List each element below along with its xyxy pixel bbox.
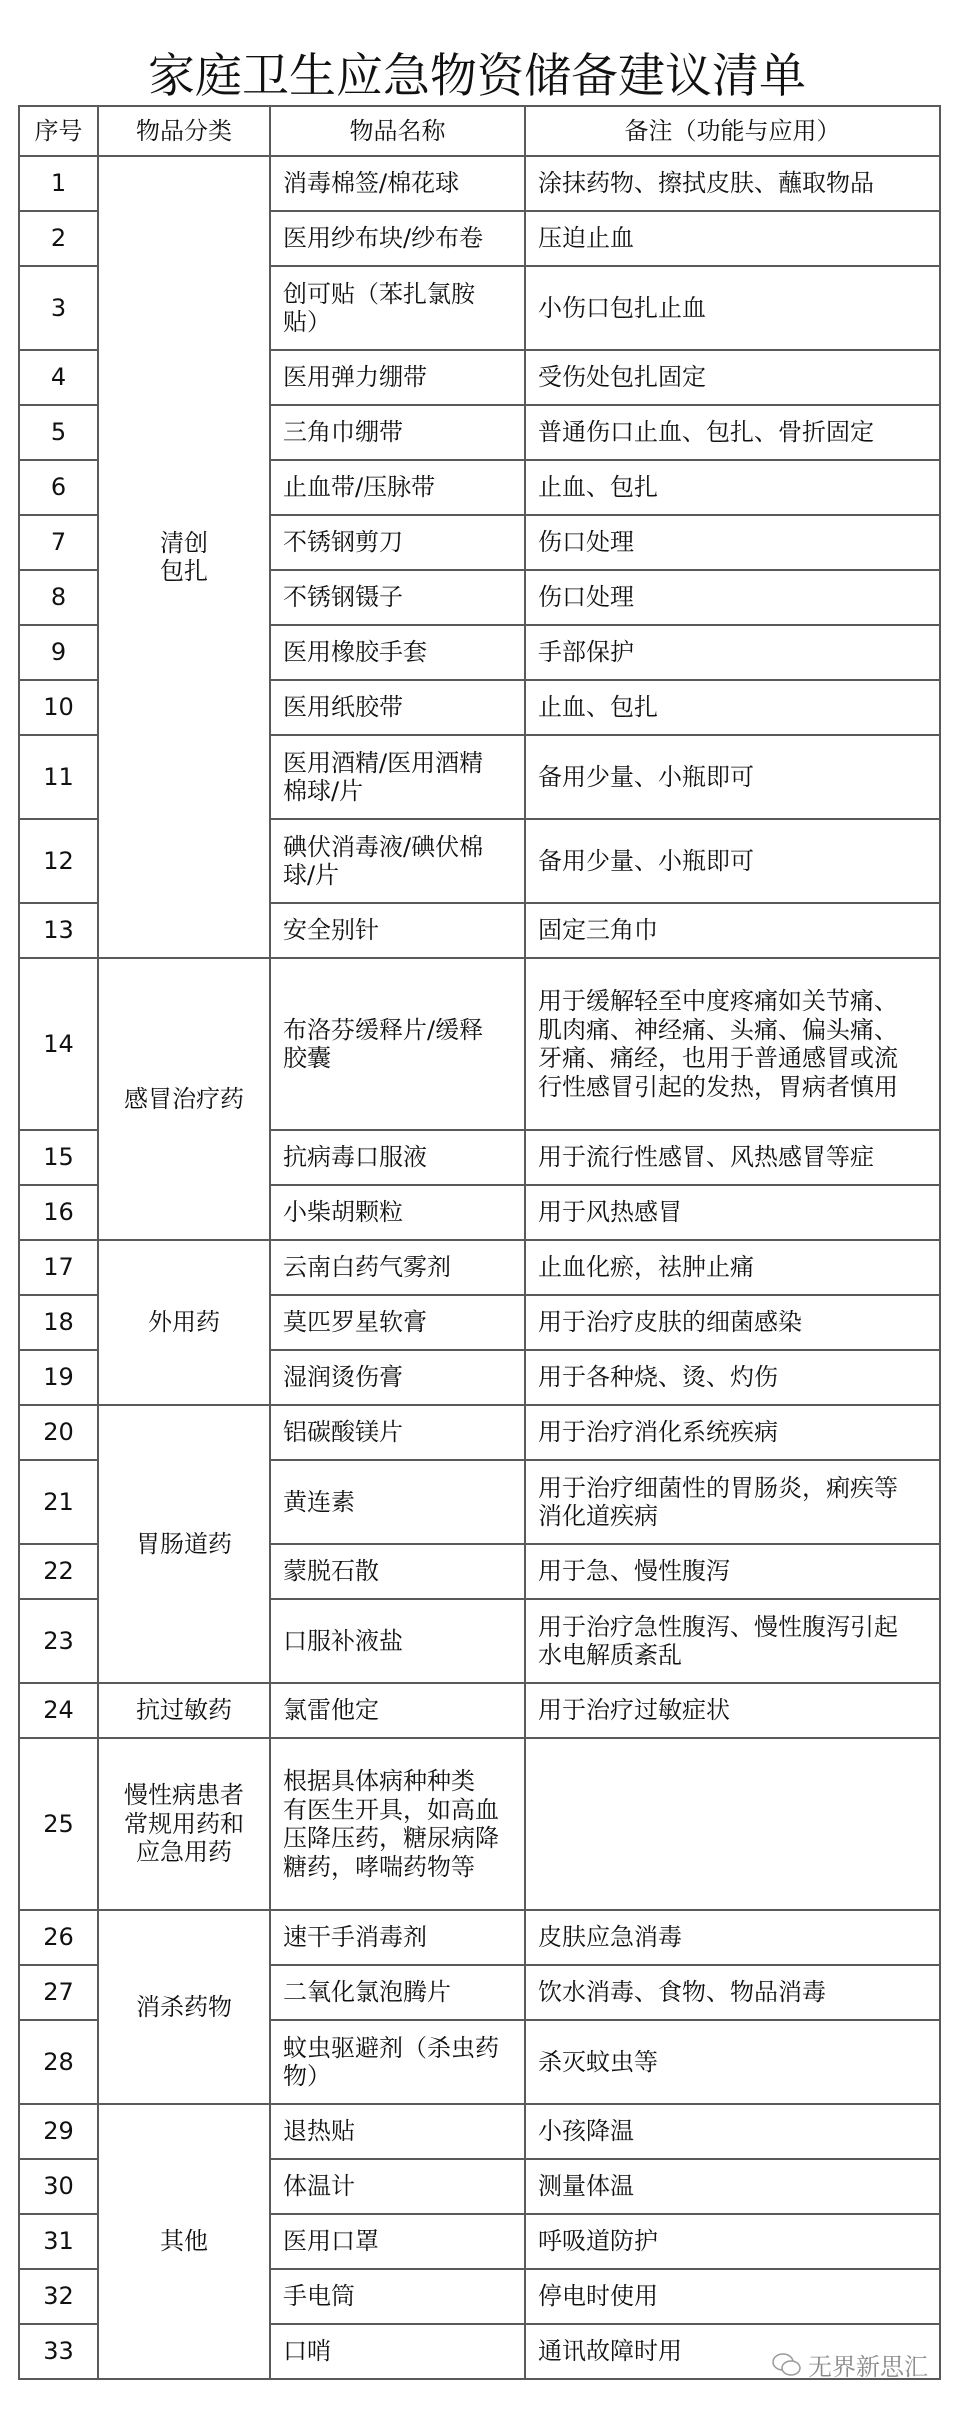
item-note: 用于治疗消化系统疾病 <box>525 1405 940 1460</box>
item-note: 固定三角巾 <box>525 903 940 958</box>
item-note: 普通伤口止血、包扎、骨折固定 <box>525 405 940 460</box>
item-number: 15 <box>19 1130 98 1185</box>
category-cell: 其他 <box>98 2104 270 2379</box>
item-number: 33 <box>19 2324 98 2379</box>
item-name: 医用弹力绷带 <box>270 350 525 405</box>
item-name: 二氧化氯泡腾片 <box>270 1965 525 2020</box>
item-name: 抗病毒口服液 <box>270 1130 525 1185</box>
item-name: 不锈钢剪刀 <box>270 515 525 570</box>
item-number: 3 <box>19 266 98 350</box>
item-note: 皮肤应急消毒 <box>525 1910 940 1965</box>
item-name: 根据具体病种种类 有医生开具，如高血 压降压药，糖尿病降 糖药，哮喘药物等 <box>270 1738 525 1910</box>
item-number: 21 <box>19 1460 98 1544</box>
table-row <box>19 1910 940 1965</box>
item-number: 6 <box>19 460 98 515</box>
item-number: 30 <box>19 2159 98 2214</box>
header-no: 序号 <box>19 106 98 156</box>
item-number: 14 <box>19 958 98 1130</box>
item-note: 呼吸道防护 <box>525 2214 940 2269</box>
page-title: 家庭卫生应急物资储备建议清单 <box>148 49 806 104</box>
table-row <box>19 156 940 211</box>
item-number: 9 <box>19 625 98 680</box>
item-name: 蒙脱石散 <box>270 1544 525 1599</box>
item-name: 医用纱布块/纱布卷 <box>270 211 525 266</box>
item-note: 用于治疗皮肤的细菌感染 <box>525 1295 940 1350</box>
item-number: 1 <box>19 156 98 211</box>
item-note: 小孩降温 <box>525 2104 940 2159</box>
item-name: 碘伏消毒液/碘伏棉 球/片 <box>270 819 525 903</box>
item-number: 12 <box>19 819 98 903</box>
item-number: 8 <box>19 570 98 625</box>
item-number: 4 <box>19 350 98 405</box>
category-cell: 抗过敏药 <box>98 1683 270 1738</box>
item-note: 受伤处包扎固定 <box>525 350 940 405</box>
table-row <box>19 1240 940 1295</box>
item-name: 医用酒精/医用酒精 棉球/片 <box>270 735 525 819</box>
item-name: 口服补液盐 <box>270 1599 525 1683</box>
item-number: 24 <box>19 1683 98 1738</box>
table-row <box>19 1738 940 1910</box>
item-name: 体温计 <box>270 2159 525 2214</box>
category-cell: 外用药 <box>98 1240 270 1405</box>
item-name: 铝碳酸镁片 <box>270 1405 525 1460</box>
item-note: 伤口处理 <box>525 570 940 625</box>
item-note: 饮水消毒、食物、物品消毒 <box>525 1965 940 2020</box>
item-number: 16 <box>19 1185 98 1240</box>
item-name: 云南白药气雾剂 <box>270 1240 525 1295</box>
item-note: 伤口处理 <box>525 515 940 570</box>
item-note: 用于急、慢性腹泻 <box>525 1544 940 1599</box>
table-row <box>19 1405 940 1460</box>
item-note: 停电时使用 <box>525 2269 940 2324</box>
item-name: 小柴胡颗粒 <box>270 1185 525 1240</box>
item-number: 22 <box>19 1544 98 1599</box>
item-note: 备用少量、小瓶即可 <box>525 819 940 903</box>
item-number: 32 <box>19 2269 98 2324</box>
header-notes: 备注（功能与应用） <box>525 106 940 156</box>
item-name: 止血带/压脉带 <box>270 460 525 515</box>
item-number: 20 <box>19 1405 98 1460</box>
item-name: 创可贴（苯扎氯胺 贴） <box>270 266 525 350</box>
item-number: 31 <box>19 2214 98 2269</box>
item-name: 莫匹罗星软膏 <box>270 1295 525 1350</box>
item-note: 通讯故障时用 <box>525 2324 940 2379</box>
item-note: 测量体温 <box>525 2159 940 2214</box>
item-name: 消毒棉签/棉花球 <box>270 156 525 211</box>
item-note: 用于治疗急性腹泻、慢性腹泻引起 水电解质紊乱 <box>525 1599 940 1683</box>
item-name: 黄连素 <box>270 1460 525 1544</box>
item-name: 退热贴 <box>270 2104 525 2159</box>
item-note: 手部保护 <box>525 625 940 680</box>
category-cell: 感冒治疗药 <box>98 958 270 1240</box>
item-name: 速干手消毒剂 <box>270 1910 525 1965</box>
item-number: 28 <box>19 2020 98 2104</box>
item-name: 手电筒 <box>270 2269 525 2324</box>
category-cell: 慢性病患者 常规用药和 应急用药 <box>98 1738 270 1910</box>
item-name: 安全别针 <box>270 903 525 958</box>
item-note: 用于各种烧、烫、灼伤 <box>525 1350 940 1405</box>
watermark-text: 无界新思汇 <box>808 2353 928 2381</box>
item-number: 27 <box>19 1965 98 2020</box>
item-note: 止血、包扎 <box>525 460 940 515</box>
item-number: 18 <box>19 1295 98 1350</box>
table-body <box>19 156 940 2379</box>
item-note: 止血、包扎 <box>525 680 940 735</box>
item-note: 涂抹药物、擦拭皮肤、蘸取物品 <box>525 156 940 211</box>
table-header-row <box>19 106 940 156</box>
table-row <box>19 1683 940 1738</box>
item-number: 17 <box>19 1240 98 1295</box>
category-cell: 消杀药物 <box>98 1910 270 2104</box>
item-note: 用于治疗过敏症状 <box>525 1683 940 1738</box>
item-number: 23 <box>19 1599 98 1683</box>
item-name: 医用口罩 <box>270 2214 525 2269</box>
header-item-name: 物品名称 <box>270 106 525 156</box>
category-cell: 清创 包扎 <box>98 156 270 958</box>
item-note: 备用少量、小瓶即可 <box>525 735 940 819</box>
watermark <box>772 2347 928 2382</box>
category-cell: 胃肠道药 <box>98 1405 270 1683</box>
item-name: 布洛芬缓释片/缓释 胶囊 <box>270 958 525 1130</box>
item-name: 口哨 <box>270 2324 525 2379</box>
item-number: 10 <box>19 680 98 735</box>
item-number: 7 <box>19 515 98 570</box>
item-number: 26 <box>19 1910 98 1965</box>
item-name: 湿润烫伤膏 <box>270 1350 525 1405</box>
item-number: 11 <box>19 735 98 819</box>
item-number: 19 <box>19 1350 98 1405</box>
item-note: 用于流行性感冒、风热感冒等症 <box>525 1130 940 1185</box>
supplies-table <box>18 105 941 2380</box>
item-name: 不锈钢镊子 <box>270 570 525 625</box>
item-number: 13 <box>19 903 98 958</box>
item-note: 小伤口包扎止血 <box>525 266 940 350</box>
header-category: 物品分类 <box>98 106 270 156</box>
item-note <box>525 1738 940 1910</box>
item-number: 25 <box>19 1738 98 1910</box>
item-note: 杀灭蚊虫等 <box>525 2020 940 2104</box>
item-name: 蚊虫驱避剂（杀虫药 物） <box>270 2020 525 2104</box>
table-row <box>19 2104 940 2159</box>
item-number: 5 <box>19 405 98 460</box>
item-number: 29 <box>19 2104 98 2159</box>
item-name: 氯雷他定 <box>270 1683 525 1738</box>
item-note: 用于治疗细菌性的胃肠炎，痢疾等 消化道疾病 <box>525 1460 940 1544</box>
item-note: 用于缓解轻至中度疼痛如关节痛、 肌肉痛、神经痛、头痛、偏头痛、 牙痛、痛经，也用于普通感冒或流 行性感冒引起的发热，胃病者慎用 <box>525 958 940 1130</box>
item-name: 医用橡胶手套 <box>270 625 525 680</box>
item-note: 用于风热感冒 <box>525 1185 940 1240</box>
item-name: 医用纸胶带 <box>270 680 525 735</box>
wechat-icon <box>772 2352 802 2378</box>
item-note: 止血化瘀，祛肿止痛 <box>525 1240 940 1295</box>
table-row <box>19 958 940 1130</box>
item-note: 压迫止血 <box>525 211 940 266</box>
item-number: 2 <box>19 211 98 266</box>
item-name: 三角巾绷带 <box>270 405 525 460</box>
